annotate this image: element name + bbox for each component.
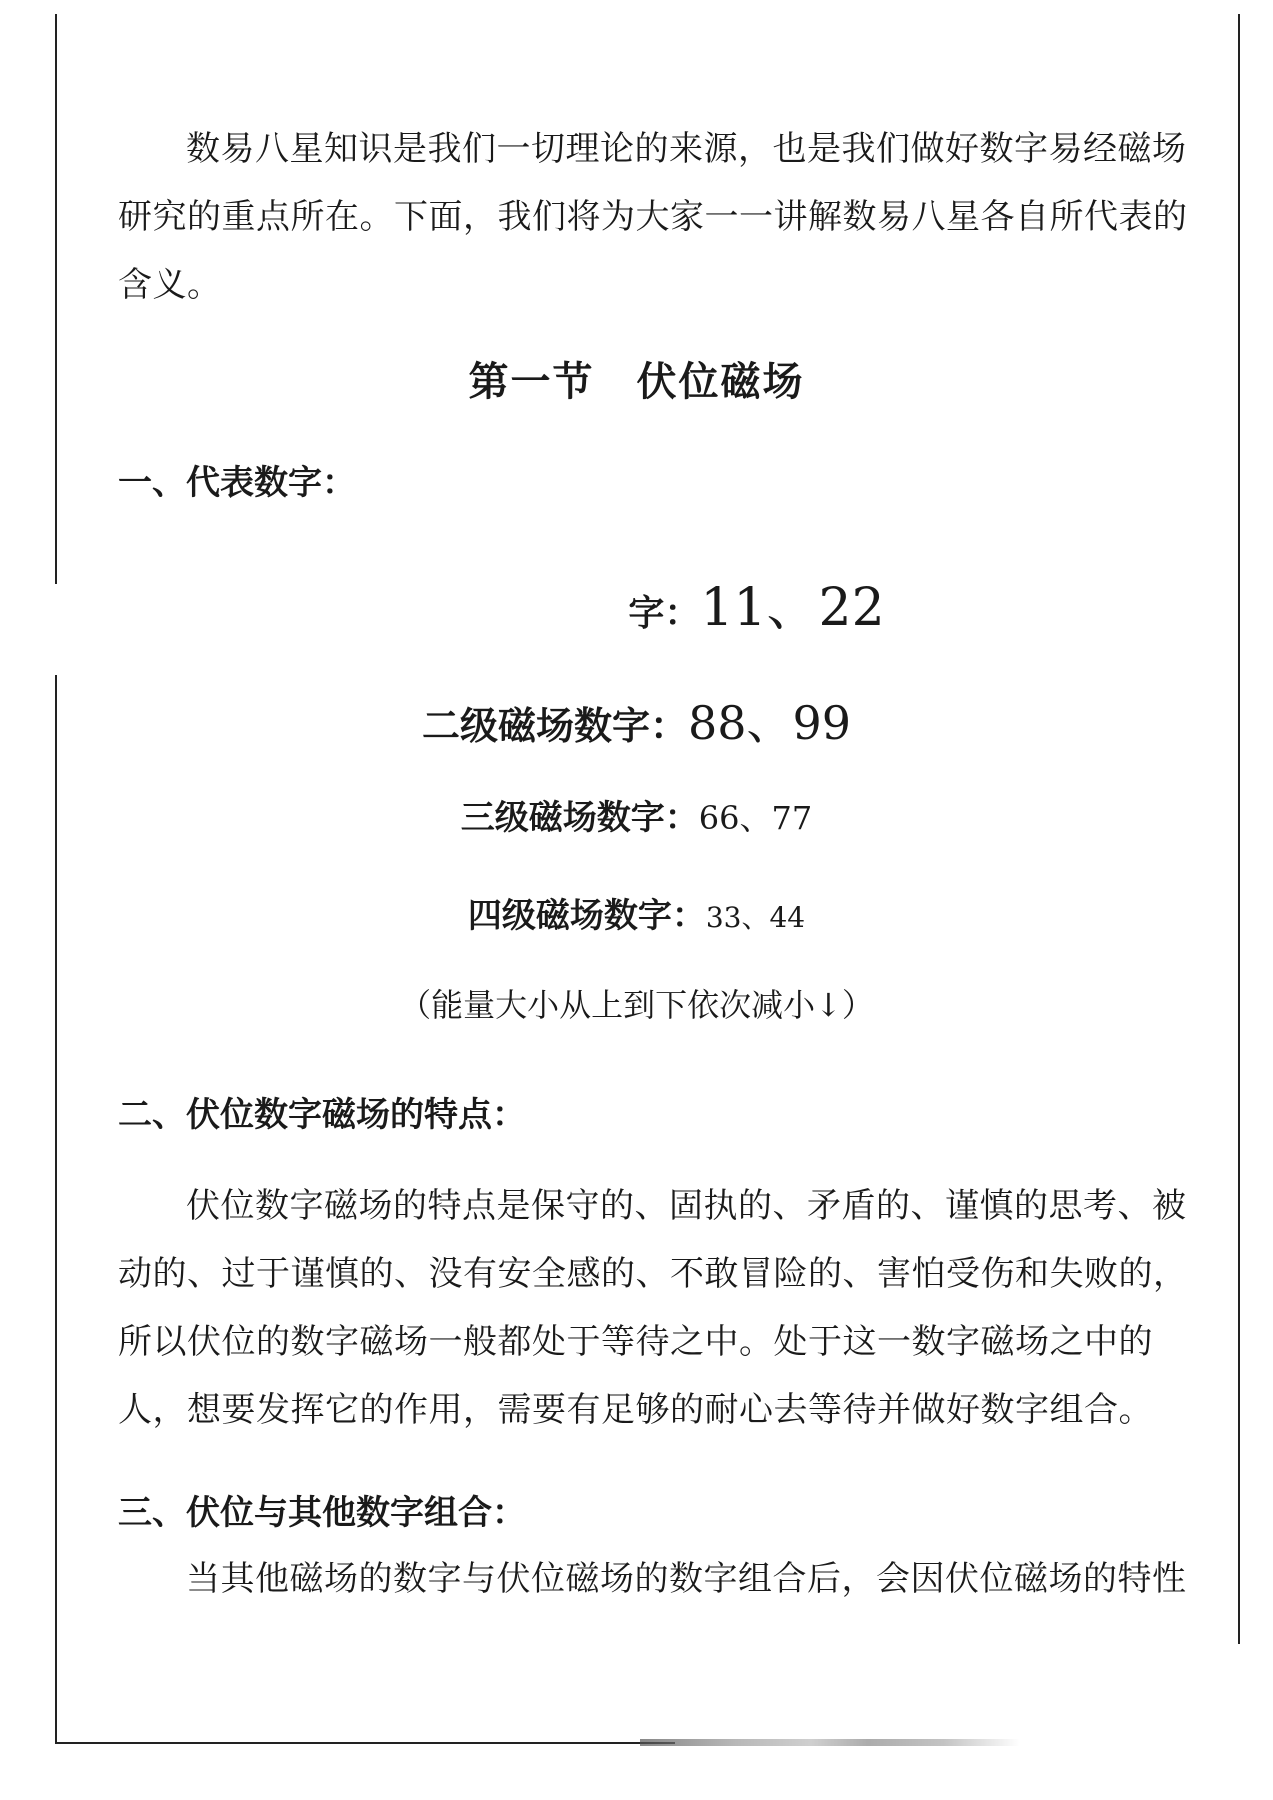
intro-paragraph: 数易八星知识是我们一切理论的来源，也是我们做好数字易经磁场研究的重点所在。下面，我们将为大家一一讲解数易八星各自所代表的含义。 <box>118 129 1188 305</box>
level-1-numbers <box>0 565 1273 640</box>
section-title: 第一节 伏位磁场 <box>468 359 805 405</box>
energy-note: （能量大小从上到下依次减小↓） <box>399 986 874 1024</box>
heading-representative-numbers: 一、代表数字： <box>118 463 356 503</box>
scan-artifact <box>640 1739 1020 1746</box>
level-1-label: 字： <box>628 593 701 634</box>
scan-border-bottom <box>55 1742 675 1744</box>
level-4-values: 33、44 <box>705 901 806 934</box>
level-3-numbers <box>0 790 1273 839</box>
level-2-label: 二级磁场数字： <box>421 704 688 748</box>
characteristics-paragraph: 伏位数字磁场的特点是保守的、固执的、矛盾的、谨慎的思考、被动的、过于谨慎的、没有安全感的、不敢冒险的、害怕受伤和失败的，所以伏位的数字磁场一般都处于等待之中。处于这一数字磁场之中的人，想要发挥它的作用，需要有足够的耐心去等待并做好数字组合。 <box>118 1186 1188 1430</box>
level-2-numbers <box>0 687 1273 753</box>
level-3-label: 三级磁场数字： <box>460 798 699 838</box>
level-4-numbers <box>0 888 1273 937</box>
level-3-values: 66、77 <box>698 799 813 837</box>
heading-characteristics: 二、伏位数字磁场的特点： <box>118 1095 526 1135</box>
level-4-label: 四级磁场数字： <box>467 896 706 936</box>
heading-combinations: 三、伏位与其他数字组合： <box>118 1493 526 1533</box>
scan-border-left-top <box>55 14 57 584</box>
level-2-values: 88、99 <box>687 696 852 750</box>
level-1-values: 11、22 <box>700 578 885 638</box>
combinations-paragraph: 当其他磁场的数字与伏位磁场的数字组合后，会因伏位磁场的特性 <box>186 1559 1187 1599</box>
